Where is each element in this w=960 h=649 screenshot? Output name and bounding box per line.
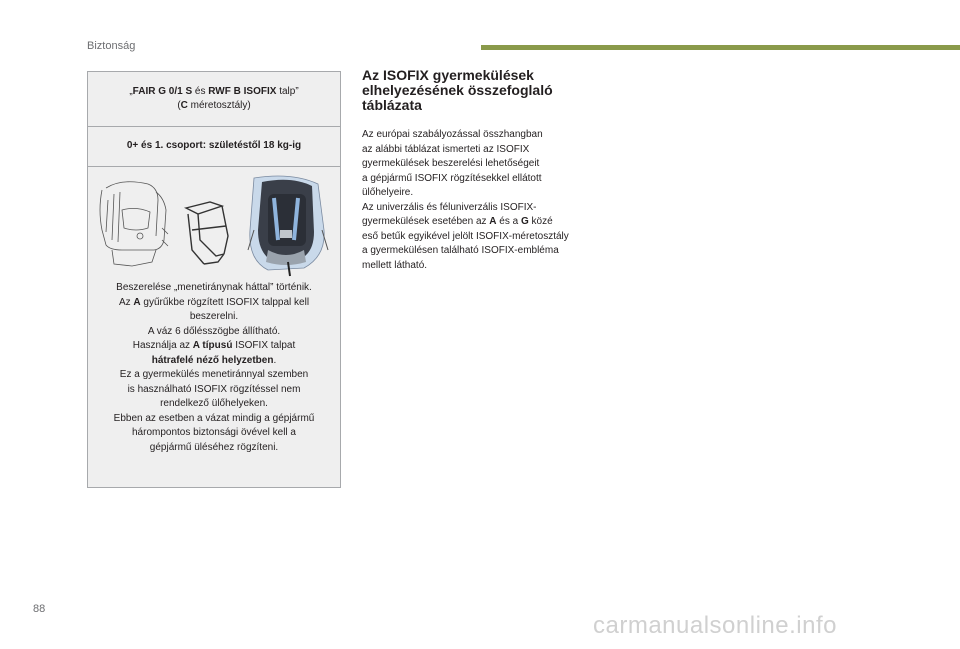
title-line: Az ISOFIX gyermekülések: [362, 67, 534, 83]
body-line: ülőhelyeire.: [362, 187, 414, 198]
conjunction: és: [192, 86, 209, 97]
seat-images: [92, 170, 336, 278]
class-g: G: [521, 216, 529, 227]
base-type: A típusú: [192, 340, 233, 351]
body-line: az alábbi táblázat ismerteti az ISOFIX: [362, 143, 530, 155]
article-body: [362, 128, 622, 273]
product-name-1: FAIR G 0/1 S: [132, 86, 193, 97]
product-name-row: [88, 72, 340, 127]
desc-line: Ez a gyermekülés menetiránnyal szemben: [119, 369, 309, 380]
body-line: [362, 215, 622, 230]
desc-text: gyűrűkbe rögzített ISOFIX talppal kell: [140, 296, 310, 308]
position-label: hátrafelé néző helyzetben: [151, 354, 274, 366]
ring-label: A: [133, 296, 141, 308]
desc-text: Az: [118, 296, 134, 308]
product-name-line2: [88, 99, 340, 113]
body-line: eső betűk egyikével jelölt ISOFIX-méretosztály: [362, 230, 569, 242]
size-class-label: méretosztály): [187, 100, 251, 111]
article-title: [362, 68, 602, 113]
child-seat-info-box: [87, 71, 341, 488]
desc-line: gépjármű üléséhez rögzíteni.: [149, 441, 279, 453]
watermark: carmanualsonline.info: [593, 612, 837, 639]
body-line: Az európai szabályozással összhangban: [362, 129, 543, 140]
title-line: táblázata: [362, 97, 422, 113]
class-a: A: [489, 216, 497, 227]
body-line: a gyermekülésen található ISOFIX-embléma: [362, 245, 559, 256]
product-suffix: talp”: [276, 86, 299, 97]
desc-line: is használható ISOFIX rögzítéssel nem: [127, 383, 301, 395]
desc-line: [92, 296, 336, 311]
isofix-frame-icon: [186, 202, 228, 264]
body-text: és a: [496, 216, 521, 227]
desc-line: Beszerelése „menetiránynak háttal” történik.: [116, 282, 312, 293]
page-number: 88: [33, 603, 46, 615]
body-text: közé: [528, 216, 553, 227]
desc-text: .: [273, 354, 277, 366]
section-bar: [481, 45, 960, 50]
desc-line: hárompontos biztonsági övével kell a: [132, 427, 296, 438]
size-class: C: [180, 100, 188, 111]
product-name-2: RWF B ISOFIX: [208, 86, 277, 97]
desc-text: Használja az: [132, 340, 193, 351]
desc-text: ISOFIX talpat: [232, 340, 296, 351]
body-line: gyermekülések beszerelési lehetőségeit: [362, 158, 540, 169]
body-line: mellett látható.: [362, 259, 428, 271]
desc-line: rendelkező ülőhelyeken.: [160, 398, 268, 409]
body-line: Az univerzális és féluniverzális ISOFIX-: [362, 201, 537, 213]
desc-line: beszerelni.: [189, 311, 239, 322]
body-text: gyermekülések esetében az: [362, 216, 490, 227]
desc-line: Ebben az esetben a vázat mindig a gépjármű: [113, 412, 315, 424]
desc-line: A váz 6 dőlésszögbe állítható.: [147, 325, 281, 337]
body-line: a gépjármű ISOFIX rögzítésekkel ellátott: [362, 172, 542, 184]
desc-line: [92, 354, 336, 369]
child-seat-photo: [248, 176, 328, 276]
title-line: elhelyezésének összefoglaló: [362, 82, 553, 98]
quote-open: „: [129, 86, 133, 97]
product-name-line1: [88, 85, 340, 99]
paren-open: (: [177, 100, 181, 111]
desc-line: [92, 339, 336, 354]
description-text: [92, 281, 336, 455]
description-row: [88, 167, 340, 487]
group-label: 0+ és 1. csoport: születéstől 18 kg-ig: [88, 127, 340, 167]
seat-base-outline-icon: [100, 182, 168, 266]
section-label: Biztonság: [87, 40, 136, 52]
